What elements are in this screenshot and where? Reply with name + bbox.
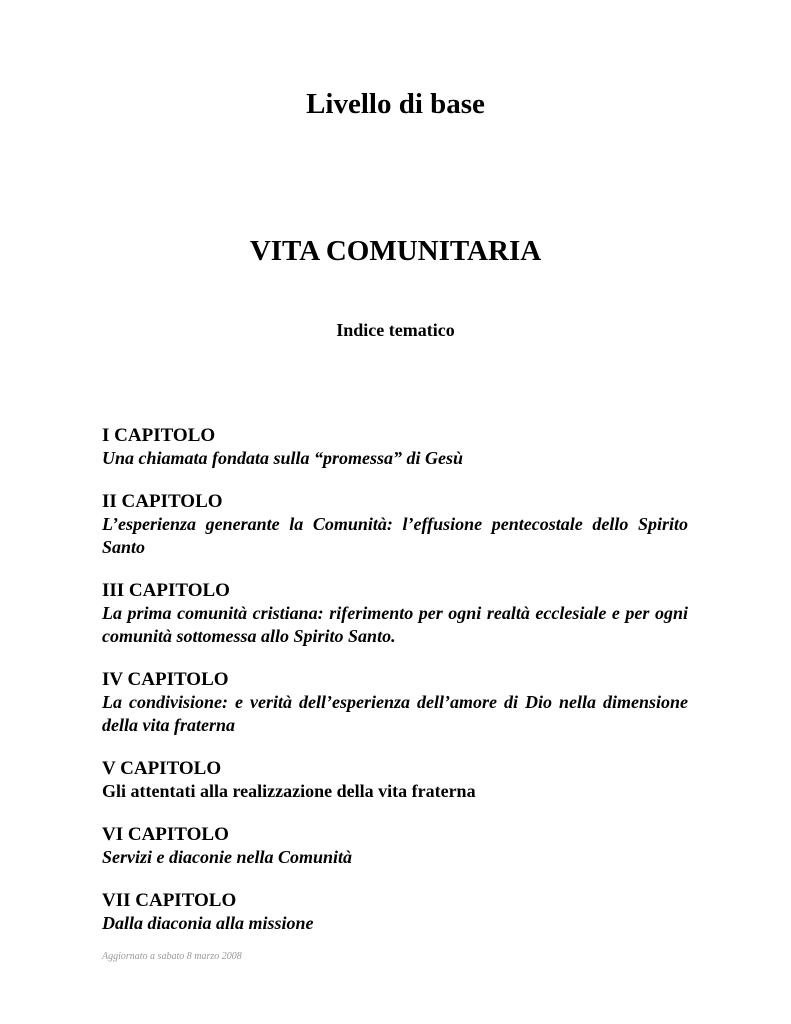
chapter-description: La prima comunità cristiana: riferimento per ogni realtà ecclesiale e per ogni comunità sottomessa allo Spirito Santo. bbox=[102, 603, 688, 646]
chapter-description: Servizi e diaconie nella Comunità bbox=[102, 847, 353, 867]
main-title: VITA COMUNITARIA bbox=[249, 235, 542, 267]
chapter-heading: V CAPITOLO bbox=[102, 758, 222, 779]
chapter-description: Gli attentati alla realizzazione della vita fraterna bbox=[102, 781, 476, 801]
chapter-item bbox=[102, 889, 688, 935]
chapter-heading: III CAPITOLO bbox=[102, 580, 230, 601]
chapter-description: L’esperienza generante la Comunità: l’effusione pentecostale dello Spirito Santo bbox=[102, 514, 688, 557]
chapter-item bbox=[102, 757, 688, 803]
chapter-item bbox=[102, 490, 688, 559]
chapter-description: Dalla diaconia alla missione bbox=[102, 913, 314, 933]
chapter-heading: I CAPITOLO bbox=[102, 425, 216, 446]
chapter-heading: VII CAPITOLO bbox=[102, 890, 237, 911]
chapter-item bbox=[102, 823, 688, 869]
level-title: Livello di base bbox=[306, 88, 485, 120]
chapter-heading: II CAPITOLO bbox=[102, 491, 223, 512]
chapter-list bbox=[102, 424, 688, 955]
chapter-heading: IV CAPITOLO bbox=[102, 669, 229, 690]
chapter-description: La condivisione: e verità dell’esperienza dell’amore di Dio nella dimensione della vita fraterna bbox=[102, 692, 688, 735]
footer-update-note: Aggiornato a sabato 8 marzo 2008 bbox=[102, 951, 242, 962]
chapter-heading: VI CAPITOLO bbox=[102, 824, 229, 845]
chapter-item bbox=[102, 424, 688, 470]
chapter-item bbox=[102, 579, 688, 648]
chapter-description: Una chiamata fondata sulla “promessa” di Gesù bbox=[102, 448, 464, 468]
chapter-item bbox=[102, 668, 688, 737]
index-subtitle: Indice tematico bbox=[336, 320, 455, 340]
